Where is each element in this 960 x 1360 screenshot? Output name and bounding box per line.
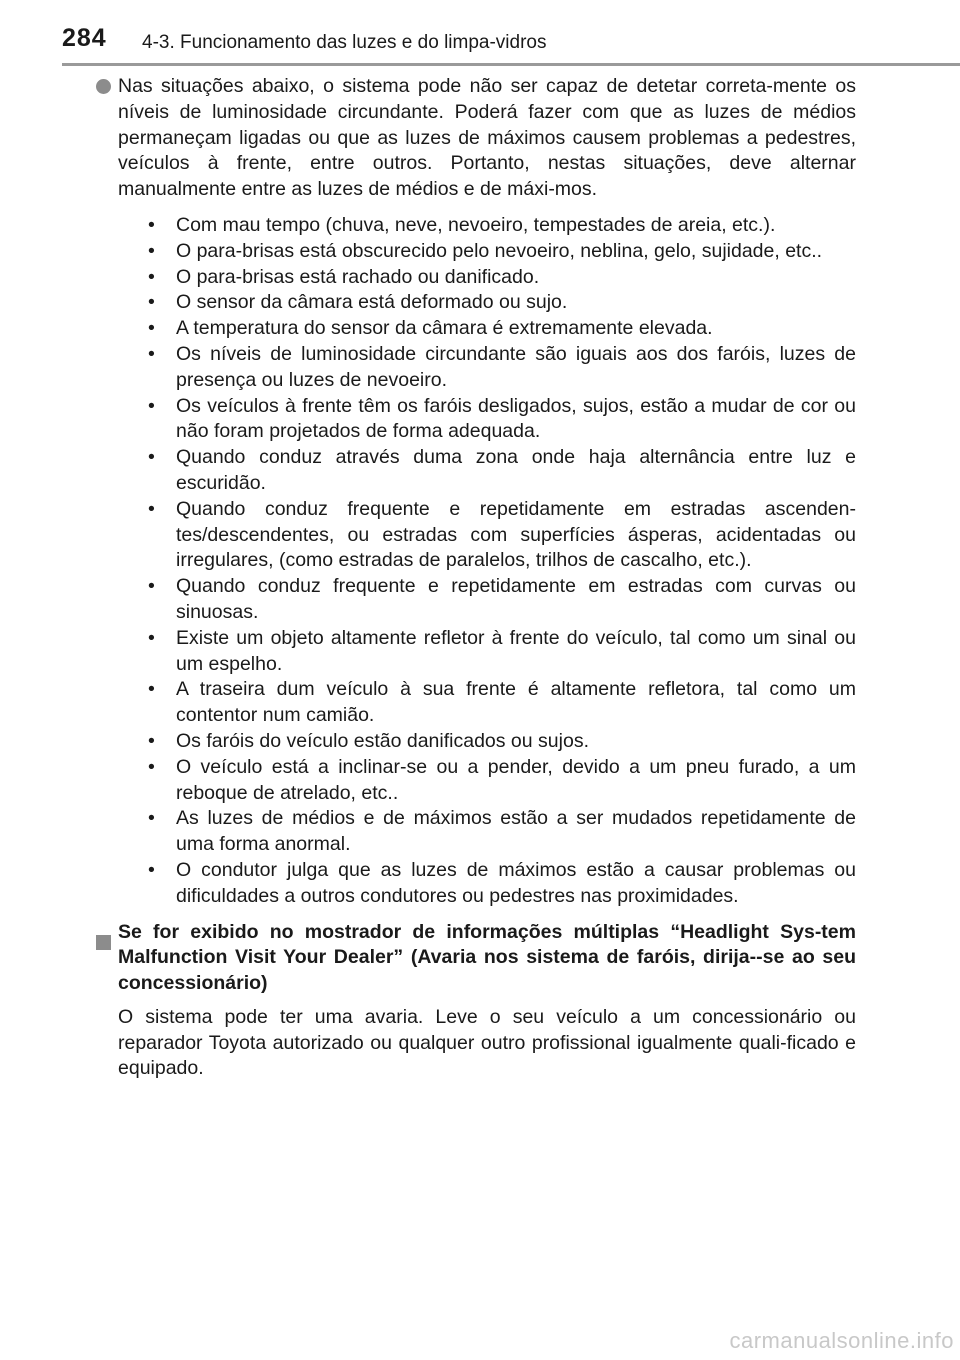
list-item — [148, 316, 856, 342]
section-body: O sistema pode ter uma avaria. Leve o seu veículo a um concessionário ou reparador Toyota autorizado ou qualquer outro profissional igualmente quali-ficado e equipado. — [118, 1005, 856, 1080]
list-item — [148, 290, 856, 316]
bullet-dot: • — [148, 265, 155, 288]
conditions-list — [118, 213, 856, 910]
bullet-dot: • — [148, 239, 155, 262]
list-item-text: As luzes de médios e de máximos estão a ser mudados repetidamente de uma forma anormal. — [176, 807, 856, 856]
list-item-text: A traseira dum veículo à sua frente é altamente refletora, tal como um contentor num camião. — [176, 678, 856, 727]
list-item-text: O veículo está a inclinar-se ou a pender, devido a um pneu furado, a um reboque de atrelado, etc.. — [176, 755, 856, 804]
list-item — [148, 213, 856, 239]
list-item-text: Quando conduz frequente e repetidamente em estradas com curvas ou sinuosas. — [176, 575, 856, 623]
bullet-dot: • — [148, 342, 155, 365]
circle-bullet-icon — [96, 79, 111, 94]
bullet-dot: • — [148, 678, 155, 701]
list-item — [148, 574, 856, 626]
list-item-text: Os níveis de luminosidade circundante são iguais aos dos faróis, luzes de presença ou luzes de nevoeiro. — [176, 342, 856, 391]
bullet-dot: • — [148, 858, 155, 881]
square-bullet-icon — [96, 935, 111, 950]
list-item — [148, 239, 856, 265]
list-item-text: Os faróis do veículo estão danificados ou sujos. — [176, 729, 589, 752]
list-item-text: Quando conduz frequente e repetidamente em estradas ascenden-tes/descendentes, ou estradas com superfícies ásperas, acidentadas ou irregulares, (como estradas de paralelos, trilhos de cascalho, etc.). — [176, 497, 856, 572]
malfunction-section — [96, 920, 856, 997]
bullet-dot: • — [148, 213, 155, 236]
bullet-dot: • — [148, 394, 155, 417]
section-heading: Se for exibido no mostrador de informações múltiplas “Headlight Sys-tem Malfunction Visit Your Dealer” (Avaria nos sistema de faróis, dirija--se ao seu concessionário) — [118, 920, 856, 995]
bullet-dot: • — [148, 291, 155, 314]
list-item — [148, 342, 856, 394]
bullet-dot: • — [148, 446, 155, 469]
list-item-text: O sensor da câmara está deformado ou sujo. — [176, 291, 568, 314]
list-item-text: O para-brisas está rachado ou danificado. — [176, 265, 540, 288]
list-item-text: Com mau tempo (chuva, neve, nevoeiro, tempestades de areia, etc.). — [176, 213, 776, 236]
list-item — [148, 858, 856, 910]
list-item-text: O condutor julga que as luzes de máximos estão a causar problemas ou dificuldades a outros condutores ou pedestres nas proximidades. — [176, 858, 856, 907]
intro-block — [96, 74, 856, 910]
page-content — [96, 74, 856, 1082]
watermark: carmanualsonline.info — [729, 1328, 954, 1353]
bullet-dot: • — [148, 807, 155, 830]
bullet-dot: • — [148, 575, 155, 598]
list-item — [148, 394, 856, 446]
list-item-text: A temperatura do sensor da câmara é extremamente elevada. — [176, 317, 713, 340]
chapter-title: 4-3. Funcionamento das luzes e do limpa-vidros — [142, 32, 547, 53]
list-item — [148, 265, 856, 291]
list-item — [148, 445, 856, 497]
list-item — [148, 729, 856, 755]
bullet-dot: • — [148, 755, 155, 778]
list-item-text: Os veículos à frente têm os faróis desligados, sujos, estão a mudar de cor ou não foram projetados de forma adequada. — [176, 394, 856, 443]
list-item — [148, 626, 856, 678]
bullet-dot: • — [148, 497, 155, 520]
list-item-text: O para-brisas está obscurecido pelo nevoeiro, neblina, gelo, sujidade, etc.. — [176, 239, 823, 262]
list-item — [148, 755, 856, 807]
list-item — [148, 806, 856, 858]
page-header — [0, 0, 960, 66]
intro-paragraph: Nas situações abaixo, o sistema pode não ser capaz de detetar correta-mente os níveis de luminosidade circundante. Poderá fazer com que as luzes de médios permaneçam ligadas ou que as luzes de máximos causem problemas a pedestres, veículos à frente, entre outros. Portanto, nestas situações, deve alternar manualmente entre as luzes de médios e de máxi-mos. — [118, 75, 856, 201]
list-item — [148, 677, 856, 729]
header-divider — [62, 63, 960, 66]
list-item — [148, 497, 856, 574]
bullet-dot: • — [148, 729, 155, 752]
page-number: 284 — [62, 24, 107, 52]
bullet-dot: • — [148, 317, 155, 340]
list-item-text: Quando conduz através duma zona onde haja alternância entre luz e escuridão. — [176, 446, 856, 494]
bullet-dot: • — [148, 626, 155, 649]
list-item-text: Existe um objeto altamente refletor à frente do veículo, tal como um sinal ou um espelho. — [176, 626, 856, 675]
